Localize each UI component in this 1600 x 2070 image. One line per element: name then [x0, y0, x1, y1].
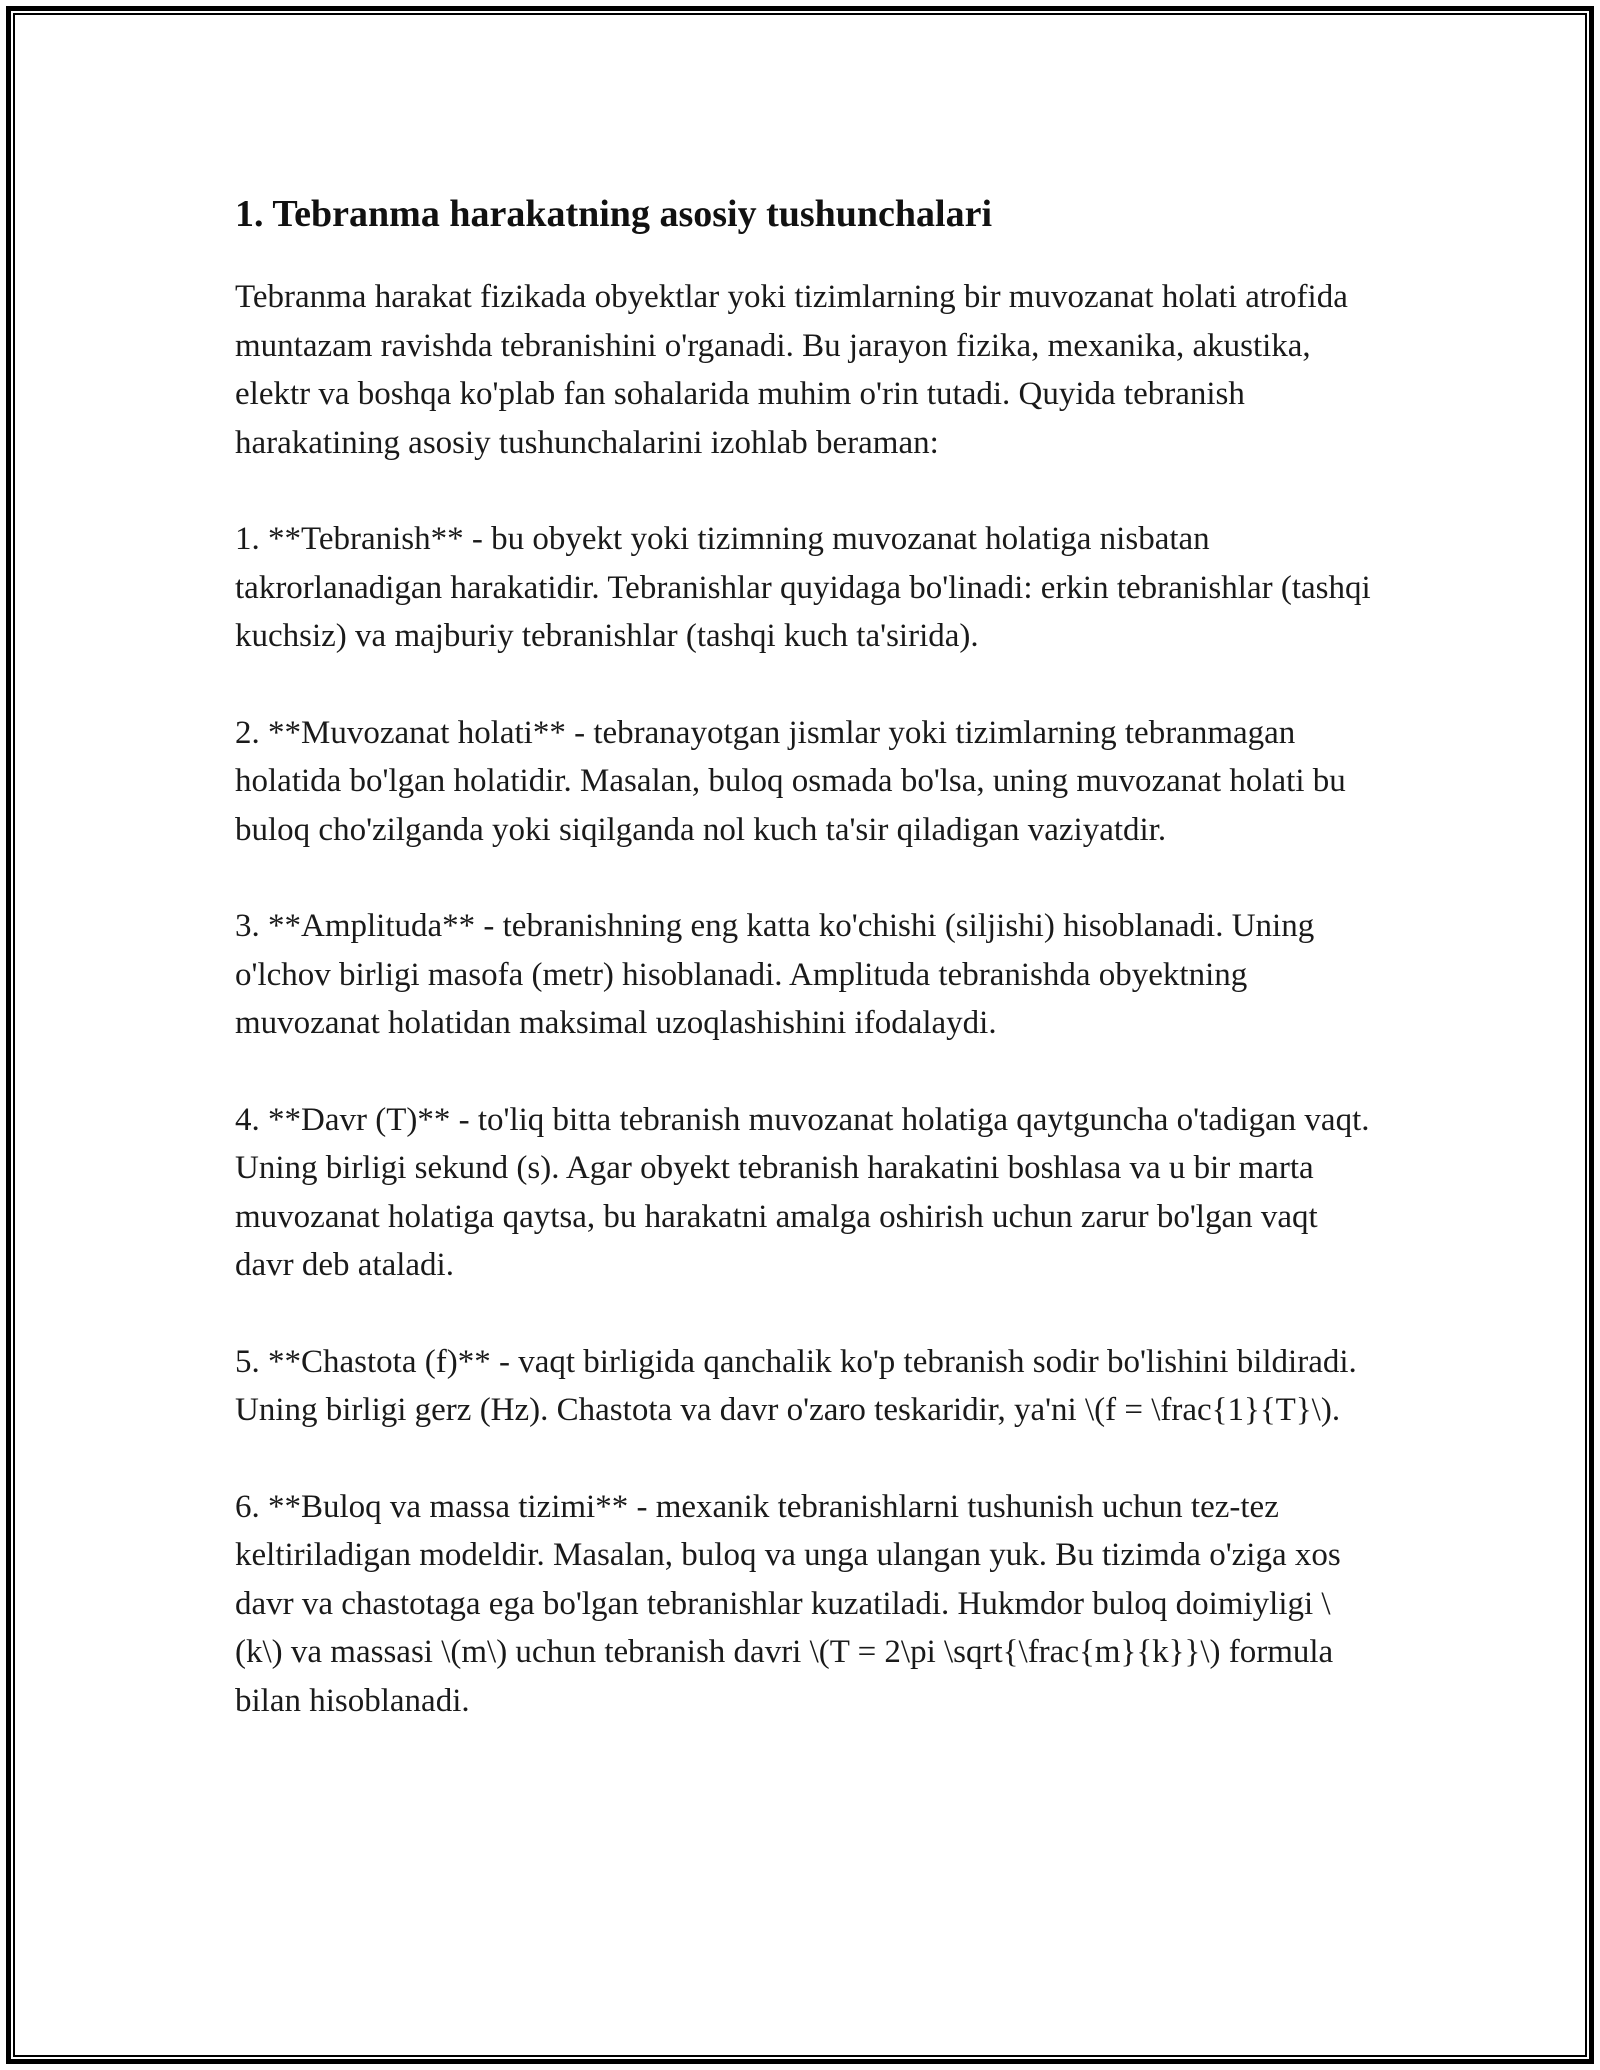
paragraph-muvozanat-holati: 2. **Muvozanat holati** - tebranayotgan jismlar yoki tizimlarning tebranmagan holatida bo'lgan holatidir. Masalan, buloq osmada bo'lsa, uning muvozanat holati bu buloq cho'zilganda yoki siqilganda nol kuch ta'sir qiladigan vaziyatdir.	[235, 714, 1346, 848]
document-body	[235, 185, 1375, 1773]
paragraph-amplituda: 3. **Amplituda** - tebranishning eng katta ko'chishi (siljishi) hisoblanadi. Uning o'lchov birligi masofa (metr) hisoblanadi. Amplituda tebranishda obyektning muvozanat holatidan maksimal uzoqlashishini ifodalaydi.	[235, 908, 1315, 1041]
intro-paragraph: Tebranma harakat fizikada obyektlar yoki tizimlarning bir muvozanat holati atrofida muntazam ravishda tebranishini o'rganadi. Bu jarayon fizika, mexanika, akustika, elektr va boshqa ko'plab fan sohalarida muhim o'rin tutadi. Quyida tebranish harakatining asosiy tushunchalarini izohlab beraman:	[235, 279, 1348, 461]
paragraph-chastota: 5. **Chastota (f)** - vaqt birligida qanchalik ko'p tebranish sodir bo'lishini bildiradi. Uning birligi gerz (Hz). Chastota va davr o'zaro teskaridir, ya'ni \(f = \frac{1}{T}\).	[235, 1343, 1357, 1428]
paragraph-davr: 4. **Davr (T)** - to'liq bitta tebranish muvozanat holatiga qaytguncha o'tadigan vaqt. Uning birligi sekund (s). Agar obyekt tebranish harakatini boshlasa va u bir marta muvozanat holatiga qaytsa, bu harakatni amalga oshirish uchun zarur bo'lgan vaqt davr deb ataladi.	[235, 1101, 1370, 1283]
paragraph-buloq-massa-tizimi: 6. **Buloq va massa tizimi** - mexanik tebranishlarni tushunish uchun tez-tez keltiriladigan modeldir. Masalan, buloq va unga ulangan yuk. Bu tizimda o'ziga xos davr va chastotaga ega bo'lgan tebranishlar kuzatiladi. Hukmdor buloq doimiyligi \(k\) va massasi \(m\) uchun tebranish davri \(T = 2\pi \sqrt{\frac{m}{k}}\) formula bilan hisoblanadi.	[235, 1488, 1341, 1719]
paragraph-tebranish: 1. **Tebranish** - bu obyekt yoki tizimning muvozanat holatiga nisbatan takrorlanadigan harakatidir. Tebranishlar quyidaga bo'linadi: erkin tebranishlar (tashqi kuchsiz) va majburiy tebranishlar (tashqi kuch ta'sirida).	[235, 521, 1371, 654]
document-title: 1. Tebranma harakatning asosiy tushunchalari	[235, 193, 993, 235]
